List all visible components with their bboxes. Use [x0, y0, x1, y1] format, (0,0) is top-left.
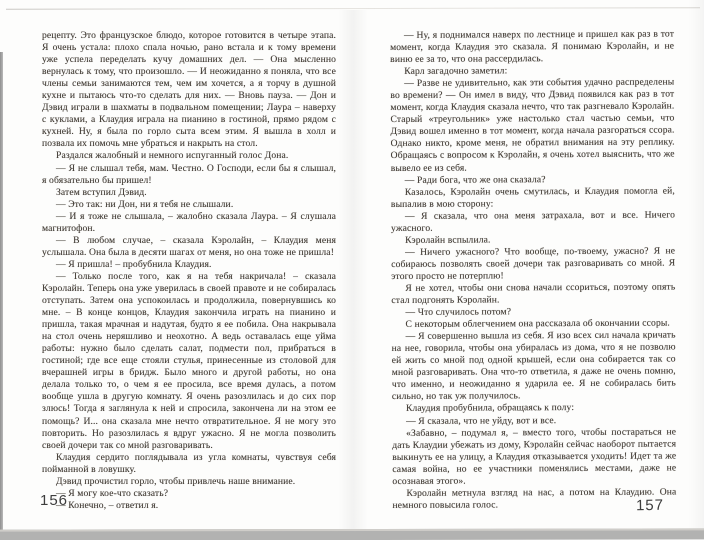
paragraph: Клаудия пробубнила, обращаясь к полу:	[405, 402, 575, 415]
paragraph: рецепту. Это французское блюдо, которое готовится в четыре этапа. Я очень устала: плохо спала ночью, рано встала и к тому времени уже успела переделать кучу домашних дел. — Она мысленно вернулась к тому, что произошло. — И неожиданно я поняла, что все члены семьи занимаются тем, чем им хочется, а я торчу в душной кухне и пытаюсь что-то сделать для них. — Вновь пауза. — Дон и Дэвид играли в шахматы в подвальном помещении; Лаура – наверху с куклами, а Клаудия играла на пианино в гостиной, прямо рядом с кухней. Ну, я была по горло сыта всем этим. Я вышла в холл и позвала их помочь мне убраться и накрыть на стол.	[42, 30, 336, 150]
paragraph: Клаудия сердито поглядывала из угла комнаты, чувствуя себя пойманной в ловушку.	[42, 451, 336, 475]
paragraph: — Это так: ни Дон, ни я тебя не слышали.	[56, 198, 234, 210]
page-right-edge-shade	[688, 0, 704, 531]
paragraph: — Я сказала, что не уйду, вот и все.	[406, 414, 557, 427]
paragraph: — Конечно, – ответил я.	[56, 499, 159, 511]
paragraph: — Ничего ужасного? Что вообще, по-твоему, ужасно? Я не собираюсь позволять своей дочери так разговаривать со мной. Я этого просто не потерплю!	[391, 245, 676, 282]
page-bottom-edge	[0, 528, 704, 540]
paragraph: — Разве не удивительно, как эти события удачно распределены во времени? — Он имел в виду, что Дэвид появился как раз в тот момент, когда Клаудия сказала нечто, что так разгневало Кэролайн. Старый «треугольник» уже настолько стал частью семьи, что Дэвид вошел именно в тот момент, когда начала разгораться ссора. Однако никто, кроме меня, не обратил внимания на эту реплику. Обращаясь с вопросом к Кэролайн, я очень хотел выяснить, что же вывело ее из себя.	[390, 76, 675, 174]
paragraph: Дэвид прочистил горло, чтобы привлечь наше внимание.	[56, 475, 296, 487]
paragraph: — Ну, я поднимался наверх по лестнице и пришел как раз в тот момент, когда Клаудия это сказала. Я понимаю Кэролайн, и не виню ее за то, что она рассердилась.	[390, 28, 675, 66]
paragraph: Затем вступил Дэвид.	[56, 186, 147, 198]
paragraph: — Ради бога, что же она сказала?	[404, 173, 546, 186]
paragraph: Казалось, Кэролайн очень смутилась, и Клаудия помогла ей, выпалив в мою сторону:	[390, 185, 675, 210]
paragraph: Кэролайн метнула взгляд на нас, а потом на Клаудию. Она немного повысила голос.	[392, 486, 677, 511]
paragraph: Карл загадочно заметил:	[404, 65, 508, 78]
paragraph: — Я совершенно вышла из себя. Я изо всех сил начала кричать на нее, говорила, чтобы она убиралась из дома, что я не позволю ей жить со мной под одной крышей, если она собирается так со мной разговаривать. Она что-то ответила, я даже не очень помню, что именно, и неожиданно я ударила ее. Я не собиралась бить сильно, но так уж получилось.	[391, 329, 676, 403]
paragraph: С некоторым облегчением она рассказала об окончании ссоры.	[405, 317, 670, 331]
paragraph: — Я не слышал тебя, мам. Честно. О Господи, если бы я слышал, я обязательно бы пришел!	[42, 162, 336, 186]
spread-gutter-shadow	[338, 10, 368, 530]
paragraph: — Я пришла! – пробубнила Клаудия.	[56, 258, 212, 270]
photo-left-edge	[0, 52, 3, 540]
page-left-text	[42, 30, 336, 512]
paragraph: Кэролайн вспылила.	[405, 234, 491, 246]
paragraph: — Только после того, как я на тебя накричала! – сказала Кэролайн. Теперь она уже уверилась в своей правоте и не собиралась отступать. Затем она успокоилась и продолжила, повернувшись ко мне. – В конце концов, Клаудия закончила играть на пианино и пришла, такая мрачная и надутая, будто я ее побила. Она накрывала на стол очень неряшливо и неохотно. А ведь оставалась еще уйма работы: нужно было сделать салат, подмести пол, прибраться в гостиной; где все еще стояли стулья, принесенные из столовой для вчерашней игры в бридж. Было много и другой работы, но она делала только то, о чем я ее просила, все время дулась, а потом вообще ушла в другую комнату. Я очень разозлилась и до сих пор злюсь! Тогда я заглянула к ней и спросила, закончена ли на этом ее помощь? И... она сказала мне нечто отвратительное. Я не могу это повторить. Но разозлилась я вдруг ужасно. Я не могла позволить своей дочери так со мной разговаривать.	[42, 270, 336, 451]
paragraph: Раздался жалобный и немного испуганный голос Дона.	[56, 150, 289, 162]
paragraph: — Я сказала, что она меня затрахала, вот и все. Ничего ужасного.	[391, 209, 675, 234]
page-right-text	[390, 28, 677, 515]
paragraph: — Я могу кое-что сказать?	[56, 487, 169, 499]
page-number-left: 156	[40, 492, 69, 509]
paragraph: Я не хотел, чтобы они снова начали ссориться, поэтому опять стал подгонять Кэролайн.	[391, 281, 676, 307]
page-number-right: 157	[635, 496, 665, 515]
paragraph: — И я тоже не слышала, – жалобно сказала Лаура. – Я слушала магнитофон.	[42, 210, 336, 234]
paragraph: — Что случилось потом?	[405, 306, 512, 319]
paragraph: «Забавно, – подумал я, – вместо того, чтобы постараться не дать Клаудии убежать из дому, Кэролайн сейчас наоборот пытается выкинуть ее на улицу, а Клаудия отказывается уходить! Идет та же самая война, но ее участники поменялись местами, даже не осознавая этого».	[392, 426, 677, 487]
paragraph: — В любом случае, – сказала Кэролайн, – Клаудия меня услышала. Она была в десяти шагах от меня, но она тоже не пришла!	[42, 234, 336, 258]
